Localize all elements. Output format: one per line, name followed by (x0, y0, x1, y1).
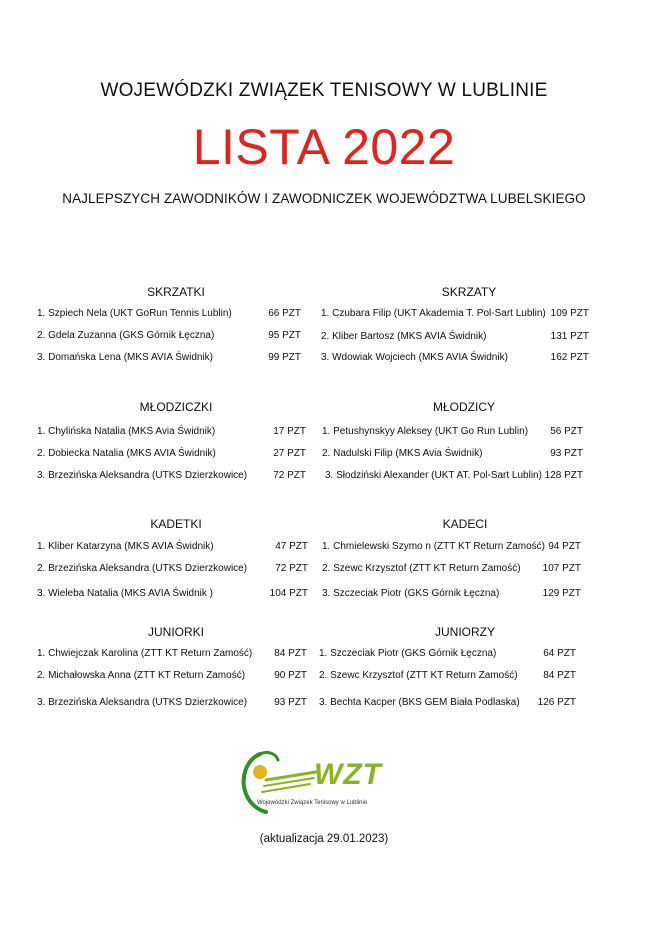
category-heading-mlodziczki: MŁODZICZKI (139, 400, 213, 414)
logo-letters: WZT (314, 758, 382, 791)
ranking-points: 17 PZT (273, 426, 306, 437)
ranking-points: 72 PZT (273, 470, 306, 481)
ranking-points: 84 PZT (274, 648, 307, 659)
ranking-points: 72 PZT (275, 563, 308, 574)
ranking-points: 129 PZT (542, 588, 581, 599)
ranking-entry: 3. Szczeciak Piotr (GKS Górnik Łęczna) (322, 588, 500, 599)
ranking-entry: 1. Czubara Filip (UKT Akademia T. Pol-Sart Lublin) (321, 308, 546, 319)
ranking-entry: 2. Szewc Krzysztof (ZTT KT Return Zamość) (319, 670, 518, 681)
ranking-points: 109 PZT (550, 308, 589, 319)
ranking-entry: 1. Kliber Katarzyna (MKS AVIA Świdnik) (37, 541, 214, 552)
ranking-entry: 3. Wieleba Natalia (MKS AVIA Świdnik ) (37, 588, 213, 599)
ranking-points: 94 PZT (548, 541, 581, 552)
ranking-points: 56 PZT (550, 426, 583, 437)
ranking-points: 84 PZT (543, 670, 576, 681)
ranking-entry: 2. Szewc Krzysztof (ZTT KT Return Zamość) (322, 563, 521, 574)
ranking-entry: 3. Bechta Kacper (BKS GEM Biała Podlaska) (319, 697, 520, 708)
ranking-points: 131 PZT (550, 331, 589, 342)
ranking-points: 47 PZT (275, 541, 308, 552)
category-heading-skrzatki: SKRZATKI (147, 285, 205, 299)
ranking-entry: 1. Szpiech Nela (UKT GoRun Tennis Lublin) (37, 308, 232, 319)
ranking-entry: 3. Domańska Lena (MKS AVIA Świdnik) (37, 352, 214, 363)
category-heading-juniorki: JUNIORKI (147, 625, 204, 639)
ranking-points: 107 PZT (542, 563, 581, 574)
update-note: (aktualizacja 29.01.2023) (259, 833, 389, 845)
ranking-entry: 3. Brzezińska Aleksandra (UTKS Dzierzkowice) (37, 470, 248, 481)
page-subtitle: NAJLEPSZYCH ZAWODNIKÓW I ZAWODNICZEK WOJEWÓDZTWA LUBELSKIEGO (62, 191, 586, 206)
ranking-entry: 3. Wdowiak Wojciech (MKS AVIA Świdnik) (321, 352, 508, 363)
category-heading-juniorzy: JUNIORZY (435, 625, 495, 639)
ranking-points: 128 PZT (544, 470, 583, 481)
ranking-entry: 2. Dobiecka Natalia (MKS AVIA Świdnik) (37, 448, 216, 459)
organization-heading: WOJEWÓDZKI ZWIĄZEK TENISOWY W LUBLINIE (100, 80, 548, 101)
ranking-points: 27 PZT (273, 448, 306, 459)
ranking-entry: 1. Chwiejczak Karolina (ZTT KT Return Zamość) (37, 648, 253, 659)
ranking-entry: 1. Chylińska Natalia (MKS Avia Świdnik) (37, 426, 216, 437)
ranking-points: 64 PZT (543, 648, 576, 659)
ranking-points: 93 PZT (550, 448, 583, 459)
ranking-points: 95 PZT (268, 330, 301, 341)
ranking-entry: 2. Nadulski Filip (MKS Avia Świdnik) (322, 448, 483, 459)
ranking-entry: 2. Michałowska Anna (ZTT KT Return Zamość) (37, 670, 246, 681)
ranking-entry: 1. Chmielewski Szymo n (ZTT KT Return Zamość) (322, 541, 546, 552)
ranking-points: 104 PZT (269, 588, 308, 599)
ranking-entry: 2. Gdela Zuzanna (GKS Górnik Łęczna) (37, 330, 215, 341)
ranking-points: 66 PZT (268, 308, 301, 319)
ranking-points: 126 PZT (537, 697, 576, 708)
ranking-entry: 1. Szczeciak Piotr (GKS Górnik Łęczna) (319, 648, 497, 659)
ranking-points: 162 PZT (550, 352, 589, 363)
ranking-entry: 1. Petushynskyy Aleksey (UKT Go Run Lublin) (322, 426, 529, 437)
ranking-entry: 3. Słodziński Alexander (UKT AT. Pol-Sart Lublin) (325, 470, 542, 481)
category-heading-skrzaty: SKRZATY (441, 285, 497, 299)
ranking-entry: 2. Brzezińska Aleksandra (UTKS Dzierzkowice) (37, 563, 248, 574)
category-heading-mlodzicy: MŁODZICY (432, 400, 495, 414)
category-heading-kadeci: KADECI (442, 517, 488, 531)
page-title: LISTA 2022 (192, 119, 456, 175)
ranking-points: 99 PZT (268, 352, 301, 363)
ranking-points: 93 PZT (274, 697, 307, 708)
logo-caption: Wojewódzki Związek Tenisowy w Lublinie (257, 800, 368, 806)
category-heading-kadetki: KADETKI (150, 517, 202, 531)
ranking-points: 90 PZT (274, 670, 307, 681)
ranking-entry: 2. Kliber Bartosz (MKS AVIA Świdnik) (321, 331, 487, 342)
ranking-entry: 3. Brzezińska Aleksandra (UTKS Dzierzkowice) (37, 697, 248, 708)
